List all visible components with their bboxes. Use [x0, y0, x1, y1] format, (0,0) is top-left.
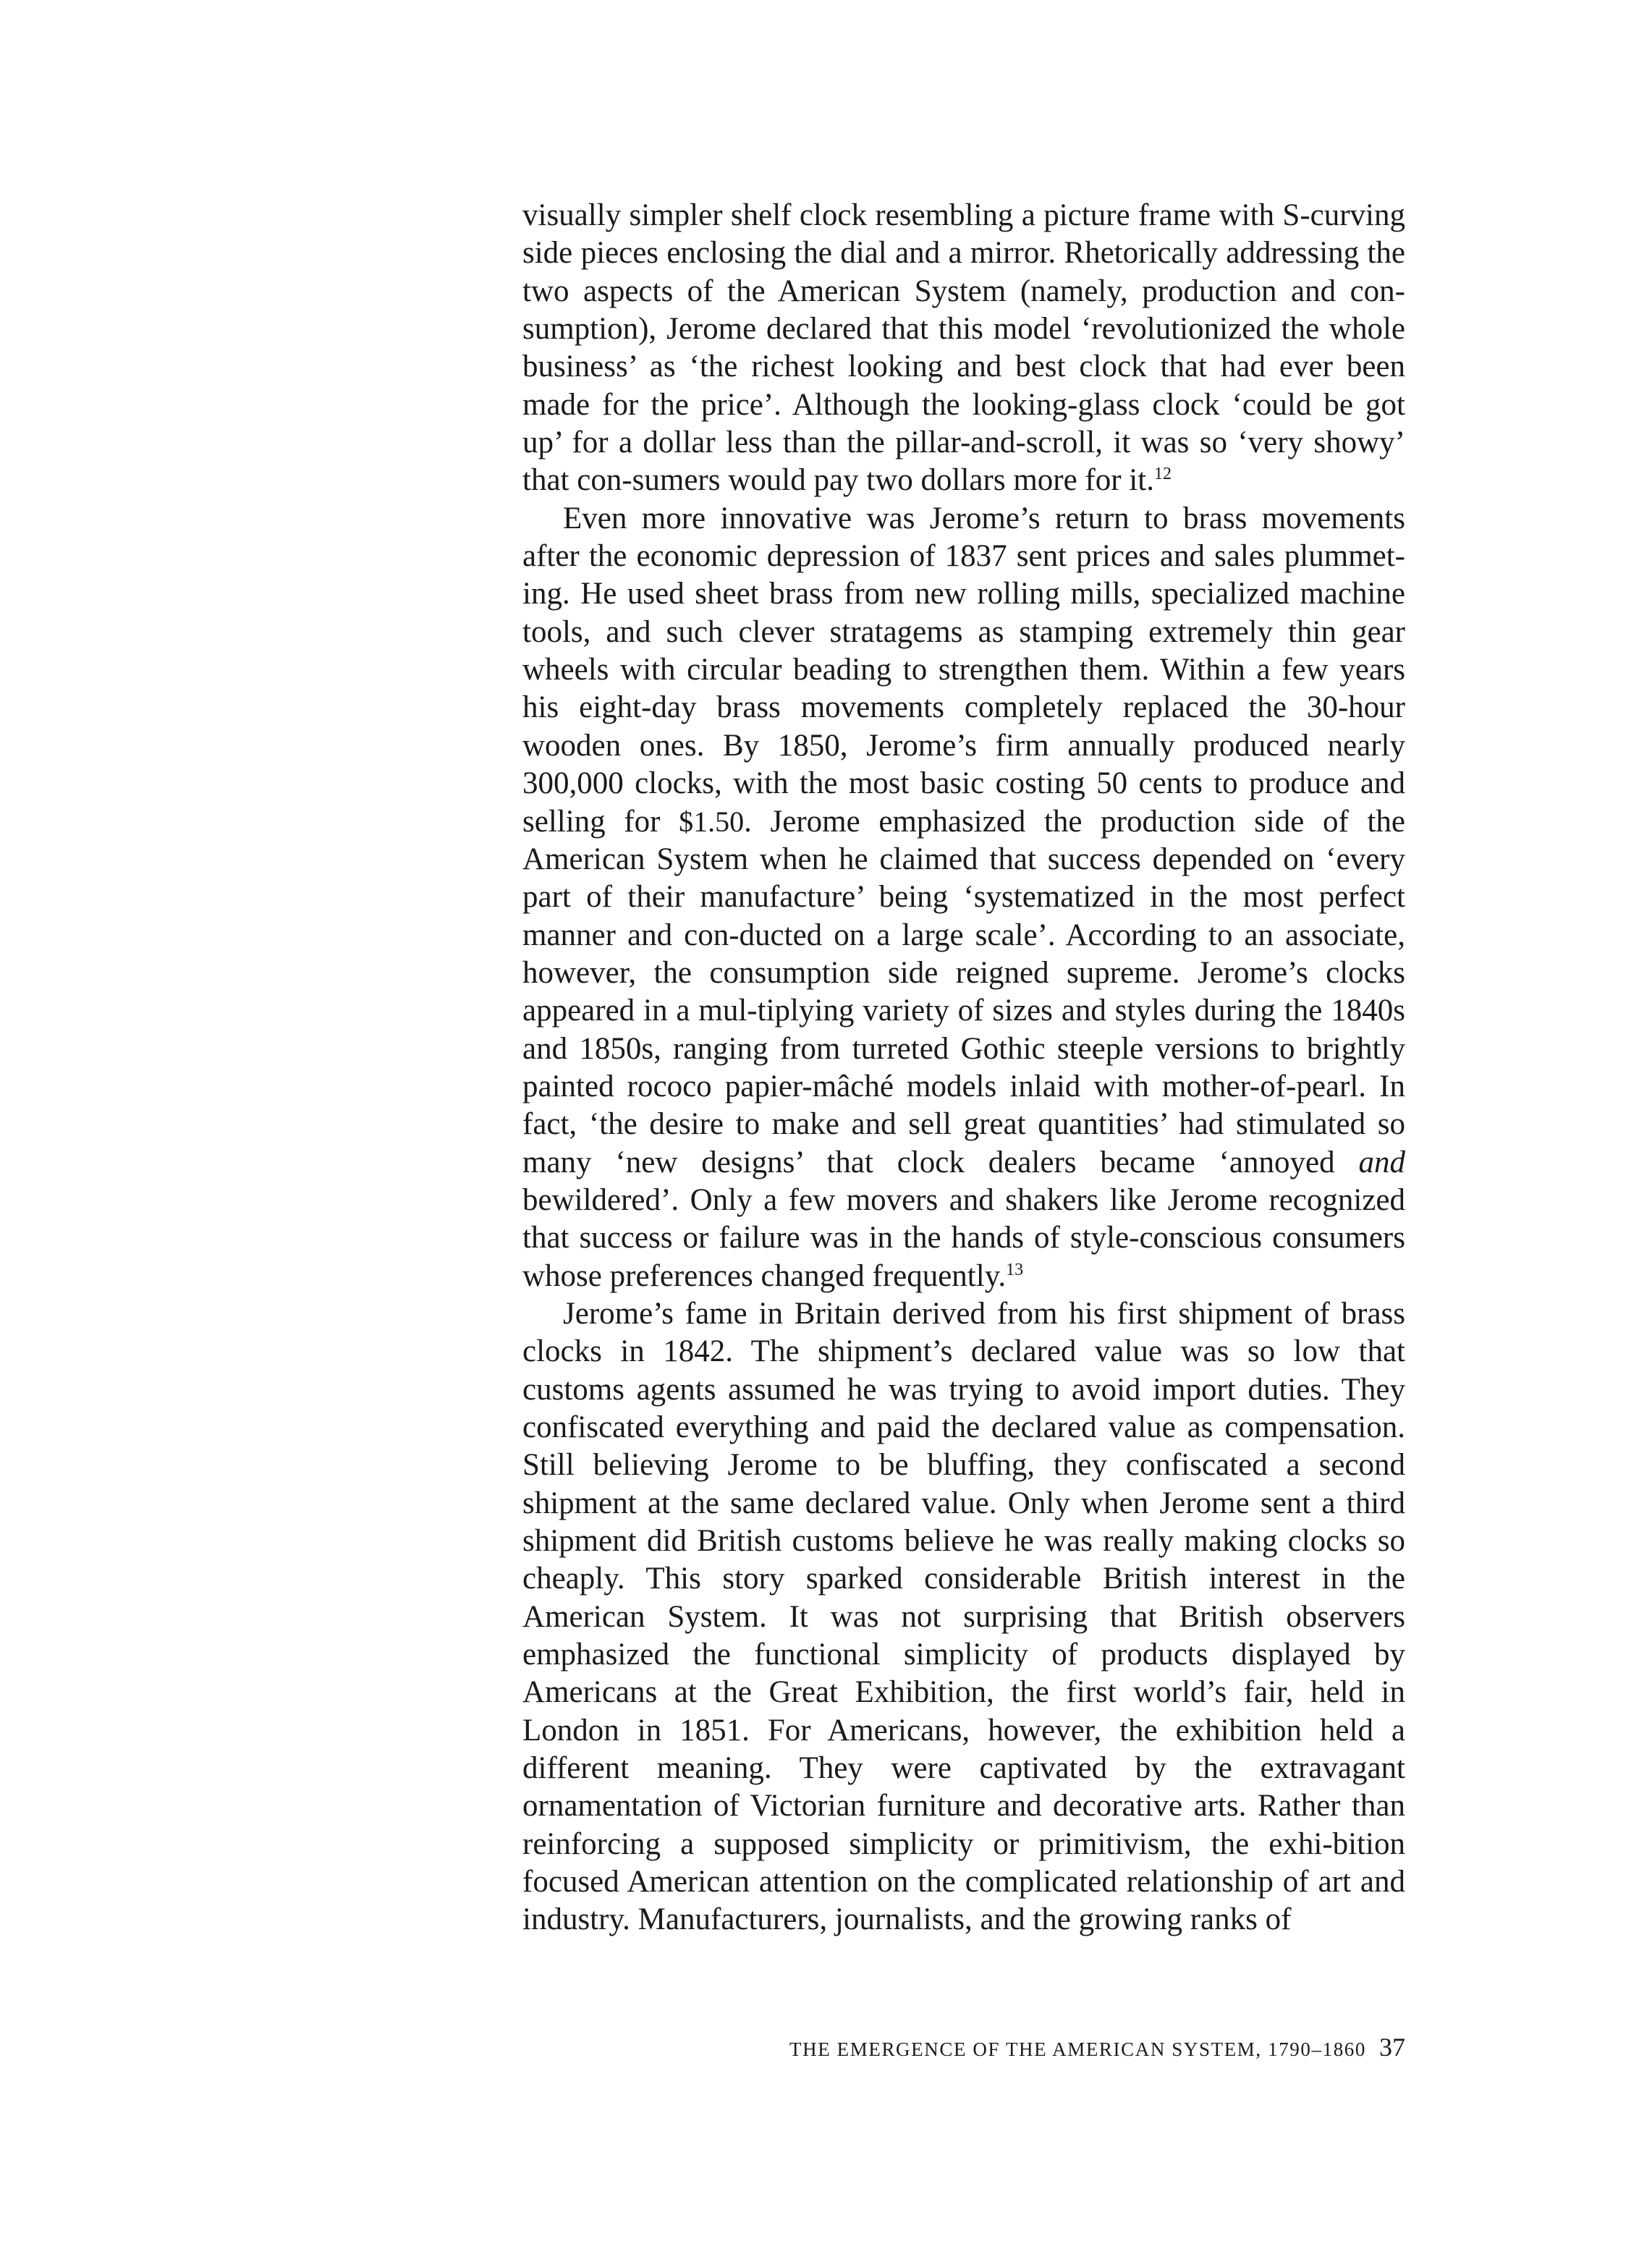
text-run: Jerome’s fame in Britain derived from his first shipment of brass clocks in 1842. The shipment’s declared value was so low that customs agents assumed he was trying to avoid import duties. They confiscated everything and paid the declared value as compensation. Still believing Jerome to be bluffing, they confiscated a second shipment at the same declared value. Only when Jerome sent a third shipment did British customs believe he was really making clocks so cheaply. This story sparked considerable British interest in the American System. It was not surprising that British observers emphasized the functional simplicity of products displayed by Americans at the Great Exhibition, the first world’s fair, held in London in 1851. For Americans, however, the exhibition held a different meaning. They were captivated by the extravagant ornamentation of Victorian furniture and decorative arts. Rather than reinforcing a supposed simplicity or primitivism, the exhi-bition focused American attention on the complicated relationship of art and industry. Manufacturers, journalists, and the growing ranks of: [522, 1296, 1405, 1937]
text-run: . Jerome emphasized the production side of the American System when he claimed that success depended on ‘every part of their manufacture’ being ‘systematized in the most perfect manner and con-ducted on a large scale’. According to an associate, however, the consumption side reigned supreme. Jerome’s clocks appeared in a mul-tiplying variety of sizes and styles during the 1840s and 1850s, ranging from turreted Gothic steeple versions to brightly painted rococo papier-mâché models inlaid with mother-of-pearl. In fact, ‘the desire to make and sell great quantities’ had stimulated so many ‘new designs’ that clock dealers became ‘annoyed: [522, 804, 1405, 1179]
running-footer: [522, 2032, 1405, 2062]
text-run: Even more innovative was Jerome’s return to brass movements after the economic depression of 1837 sent prices and sales plummet-ing. He used sheet brass from new rolling mills, specialized machine tools, and such clever stratagems as stamping extremely thin gear wheels with circular beading to strengthen them. Within a few years his eight-day brass movements completely replaced the 30-hour wooden ones. By 1850, Jerome’s firm annually produced nearly 300,000 clocks, with the most basic costing 50 cents to produce and selling for: [522, 501, 1405, 839]
text-run: bewildered’. Only a few movers and shakers like Jerome recognized that success or failure was in the hands of style-conscious consumers whose preferences changed frequently.: [522, 1182, 1405, 1293]
body-text: [522, 197, 1405, 1939]
paragraph: [522, 197, 1405, 500]
footnote-reference: 12: [1153, 465, 1172, 484]
emphasis-text: and: [1358, 1145, 1405, 1179]
text-run: visually simpler shelf clock resembling a picture frame with S-curving side pieces enclosing the dial and a mirror. Rhetorically addressing the two aspects of the American System (namely, production and con-sumption), Jerome declared that this model ‘revolutionized the whole business’ as ‘the richest looking and best clock that had ever been made for the price’. Although the looking-glass clock ‘could be got up’ for a dollar less than the pillar-and-scroll, it was so ‘very showy’ that con-sumers would pay two dollars more for it.: [522, 198, 1405, 498]
footnote-reference: 13: [1006, 1260, 1024, 1279]
page-number: 37: [1379, 2033, 1405, 2062]
text-run: $1.50: [679, 805, 745, 838]
paragraph: [522, 500, 1405, 1295]
running-title: THE EMERGENCE OF THE AMERICAN SYSTEM, 1790–1860: [789, 2038, 1366, 2060]
paragraph: [522, 1295, 1405, 1939]
